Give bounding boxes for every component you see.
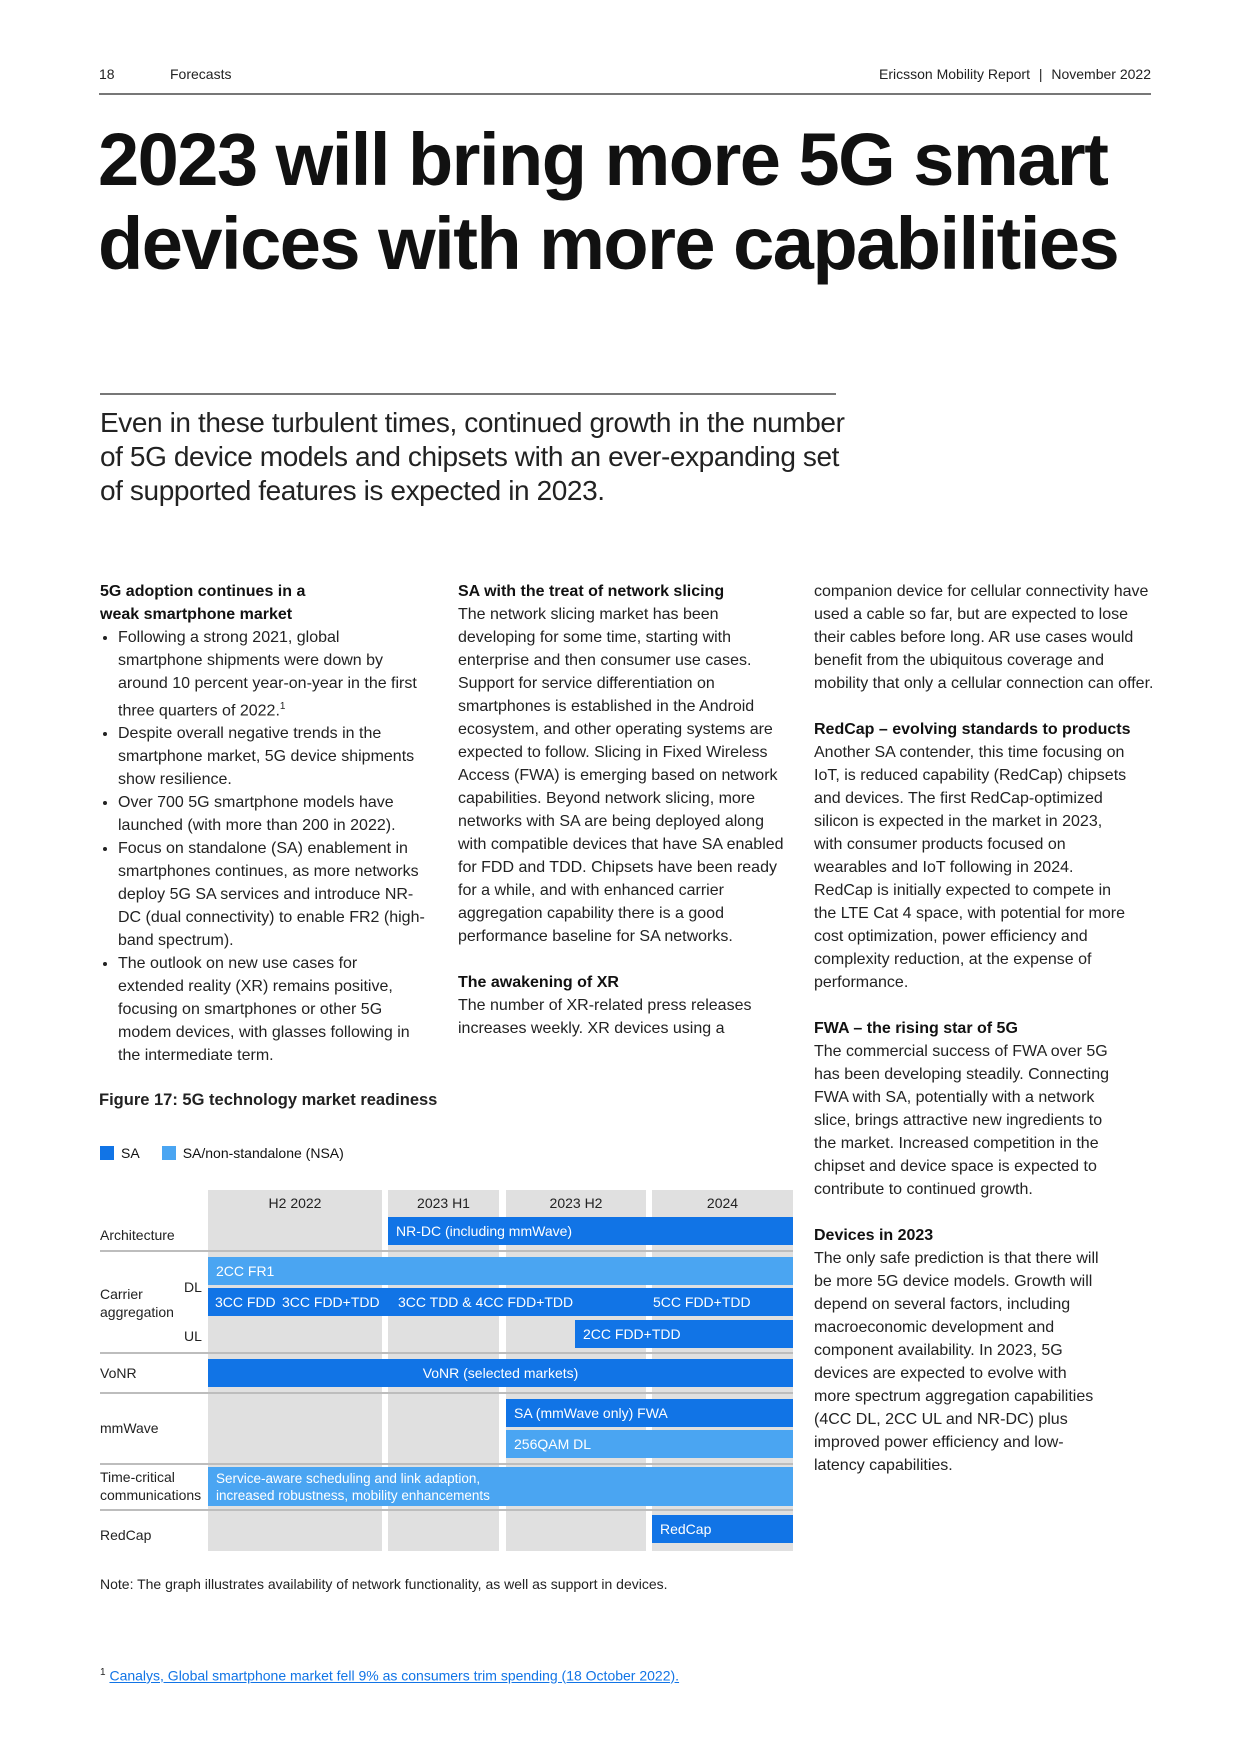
legend-label: SA bbox=[121, 1145, 140, 1161]
row-divider bbox=[100, 1250, 793, 1252]
bullet-text: Following a strong 2021, global smartphone shipments were down by around 10 percent year-on-year in the first three quarters of 2022. bbox=[118, 629, 417, 720]
section-text: The only safe prediction is that there will be more 5G device models. Growth will depend on several factors, including macroeconomic development and component availability. In 2023, 5G devices are expected to evolve with more spectrum aggregation capabilities (4CC DL, 2CC UL and NR-DC) plus improved power efficiency and low-latency capabilities. bbox=[814, 1250, 1099, 1474]
publication-info bbox=[879, 66, 1151, 82]
section-text: Another SA contender, this time focusing on IoT, is reduced capability (RedCap) chipsets and devices. The first RedCap-optimized silicon is expected in the market in 2023, with consumer products focused on wearables and IoT following in 2024. RedCap is initially expected to compete in the LTE Cat 4 space, with potential for more cost optimization, power efficiency and complexity reduction, at the expense of performance. bbox=[814, 744, 1127, 991]
header-divider bbox=[99, 93, 1151, 95]
bar-label: Service-aware scheduling and link adaption, bbox=[216, 1470, 481, 1486]
section-heading: 5G adoption continues in a weak smartphone market bbox=[100, 583, 306, 623]
row-label-vonr: VoNR bbox=[100, 1365, 137, 1381]
bullet-list bbox=[100, 626, 425, 1067]
period-header: 2024 bbox=[706, 1195, 739, 1211]
bullet-item: • Focus on standalone (SA) enablement in smartphones continues, as more networks deploy 5G SA services and introduce NR-DC (dual connectivity) to enable FR2 (high-band spectrum). bbox=[118, 837, 425, 952]
bar-256qam-dl: 256QAM DL bbox=[506, 1430, 793, 1458]
bar-label: 3CC FDD+TDD bbox=[282, 1294, 380, 1310]
figure-title: Figure 17: 5G technology market readiness bbox=[99, 1091, 438, 1109]
bar-time-critical bbox=[208, 1467, 793, 1506]
row-label-ul: UL bbox=[184, 1328, 202, 1344]
bar-sa-mmwave-fwa: SA (mmWave only) FWA bbox=[506, 1399, 793, 1427]
bar-label: 5CC FDD+TDD bbox=[653, 1294, 751, 1310]
period-header: 2023 H2 bbox=[549, 1195, 603, 1211]
legend-label: SA/non-standalone (NSA) bbox=[182, 1145, 344, 1161]
lead-divider bbox=[100, 393, 836, 395]
bar-2cc-fr1: 2CC FR1 bbox=[208, 1257, 793, 1285]
legend-swatch-sa bbox=[100, 1146, 114, 1160]
section-text: The commercial success of FWA over 5G has been developing steadily. Connecting FWA with SA, potentially with a network slice, brings attractive new ingredients to the market. Increased competition in the chipset and device space is expected to contribute to continued growth. bbox=[814, 1043, 1110, 1198]
period-header: H2 2022 bbox=[268, 1195, 322, 1211]
row-divider bbox=[100, 1463, 793, 1465]
footnote-number: 1 bbox=[100, 1667, 106, 1678]
column-1 bbox=[100, 580, 425, 1067]
legend-item-nsa bbox=[162, 1145, 344, 1161]
publication-date: November 2022 bbox=[1051, 66, 1151, 82]
bar-dl-carrier-aggregation bbox=[208, 1288, 793, 1316]
section-name: Forecasts bbox=[170, 66, 232, 82]
row-label-dl: DL bbox=[184, 1279, 202, 1295]
figure-note: Note: The graph illustrates availability of network functionality, as well as support in devices. bbox=[100, 1576, 668, 1592]
section-heading: RedCap – evolving standards to products bbox=[814, 721, 1131, 738]
footnote-link[interactable]: Canalys, Global smartphone market fell 9% as consumers trim spending (18 October 2022). bbox=[109, 1667, 680, 1684]
footnote-ref[interactable]: 1 bbox=[279, 701, 286, 712]
publication-name: Ericsson Mobility Report bbox=[879, 66, 1030, 82]
readiness-chart bbox=[100, 1190, 793, 1551]
section-heading: The awakening of XR bbox=[458, 974, 619, 991]
bullet-item: • The outlook on new use cases for extended reality (XR) remains positive, focusing on smartphones or other 5G modem devices, with glasses following in the intermediate term. bbox=[118, 952, 425, 1067]
bar-vonr: VoNR (selected markets) bbox=[208, 1359, 793, 1387]
row-label-mmwave: mmWave bbox=[100, 1420, 159, 1436]
bar-label: 3CC TDD & 4CC FDD+TDD bbox=[398, 1294, 574, 1310]
bar-ul-2cc: 2CC FDD+TDD bbox=[575, 1320, 793, 1348]
column-2 bbox=[458, 580, 793, 1063]
section-heading: Devices in 2023 bbox=[814, 1227, 934, 1244]
period-header: 2023 H1 bbox=[417, 1195, 470, 1211]
footnote bbox=[100, 1667, 679, 1684]
row-label-carrier-aggregation: Carrier aggregation bbox=[100, 1286, 174, 1320]
page-title: 2023 will bring more 5G smart devices with more capabilities bbox=[98, 118, 1119, 285]
row-label-time-critical: Time-critical communications bbox=[100, 1469, 202, 1503]
row-label-redcap: RedCap bbox=[100, 1527, 152, 1543]
section-heading: FWA – the rising star of 5G bbox=[814, 1020, 1018, 1037]
legend-item-sa bbox=[100, 1145, 140, 1161]
section-heading: SA with the treat of network slicing bbox=[458, 583, 725, 600]
bullet-item: • Despite overall negative trends in the smartphone market, 5G device shipments show resilience. bbox=[118, 722, 425, 791]
bar-label: increased robustness, mobility enhancements bbox=[216, 1487, 490, 1503]
bar-label: 3CC FDD bbox=[215, 1294, 276, 1310]
bar-redcap: RedCap bbox=[652, 1515, 793, 1543]
lead-paragraph: Even in these turbulent times, continued growth in the number of 5G device models and chipsets with an ever-expanding set of supported features is expected in 2023. bbox=[100, 407, 845, 506]
row-divider bbox=[100, 1352, 793, 1354]
row-label-architecture: Architecture bbox=[100, 1227, 175, 1243]
bullet-item: • Over 700 5G smartphone models have launched (with more than 200 in 2022). bbox=[118, 791, 425, 837]
page-number: 18 bbox=[99, 66, 115, 82]
section-text: The network slicing market has been developing for some time, starting with enterprise and then consumer use cases. Support for service differentiation on smartphones is established in the Android ecosystem, and other operating systems are expected to follow. Slicing in Fixed Wireless Access (FWA) is emerging based on network capabilities. Beyond network slicing, more networks with SA are being deployed along with compatible devices that have SA enabled for FDD and TDD. Chipsets have been ready for a while, and with enhanced carrier aggregation capability there is a good performance baseline for SA networks. bbox=[458, 606, 784, 945]
legend-swatch-nsa bbox=[162, 1146, 176, 1160]
row-divider bbox=[100, 1509, 793, 1511]
header-separator: | bbox=[1038, 66, 1043, 82]
column-3 bbox=[814, 580, 1154, 1500]
figure-legend bbox=[100, 1145, 344, 1161]
row-divider bbox=[100, 1392, 793, 1394]
section-text: The number of XR-related press releases increases weekly. XR devices using a bbox=[458, 997, 752, 1037]
section-text: companion device for cellular connectivity have used a cable so far, but are expected to lose their cables before long. AR use cases would benefit from the ubiquitous coverage and mobility that only a cellular connection can offer. bbox=[814, 583, 1154, 692]
bar-nr-dc: NR-DC (including mmWave) bbox=[388, 1217, 793, 1245]
bullet-item bbox=[118, 626, 425, 722]
